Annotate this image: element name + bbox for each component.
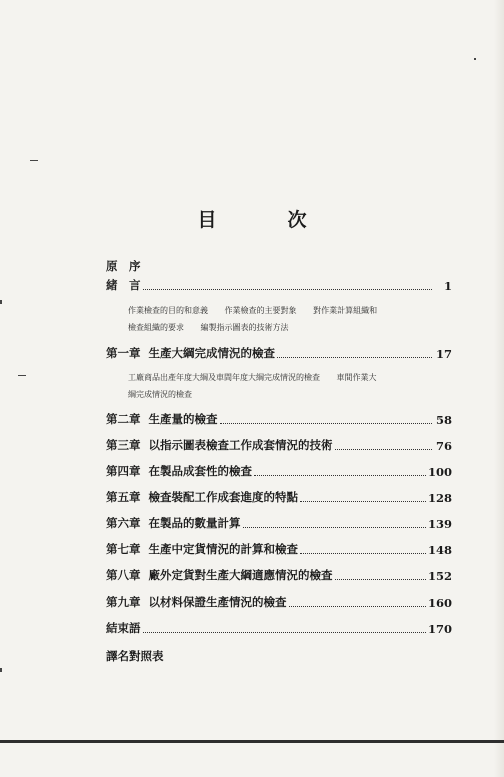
dot-leader [289,596,426,607]
dot-leader [143,279,433,290]
chapter-title: 廠外定貨對生產大綱適應情況的檢查 [148,568,333,582]
toc-entry-ch3[interactable] [106,437,452,453]
toc-entry-ch6[interactable] [106,515,452,531]
toc-subtopics [128,322,303,333]
toc-subtopics [128,305,391,316]
subtopic: 對作業計算組織和 [313,306,378,315]
subtopic: 綱完成情況的檢查 [128,390,192,399]
toc-entry-ch1[interactable] [106,345,452,361]
page-number: 128 [427,491,452,505]
subtopic: 編製指示圖表的技術方法 [200,323,289,332]
dot-leader [335,569,426,580]
scan-speck [0,668,2,672]
chapter-title: 檢查裝配工作成套進度的特點 [148,490,298,504]
page-number: 148 [427,543,452,557]
toc-subtopics [128,389,206,400]
toc-label: 結束語 [106,621,141,635]
page-number: 76 [435,439,452,453]
scan-speck [30,160,38,161]
subtopic: 車間作業大 [336,373,377,382]
toc-entry-intro[interactable] [106,277,452,293]
chapter-number: 第一章 [106,346,141,360]
subtopic: 作業檢查的主要對象 [224,306,297,315]
scan-speck [18,375,26,376]
toc-entry-preface[interactable] [106,258,452,274]
page-bottom-edge [0,740,504,743]
chapter-number: 第七章 [106,542,141,556]
toc-entry-ch4[interactable] [106,463,452,479]
chapter-title: 以指示圖表檢查工作成套情況的技術 [148,438,333,452]
page-number: 58 [435,413,452,427]
toc-subtopics [128,372,391,383]
chapter-title: 生產量的檢查 [148,412,218,426]
toc-label: 緒 言 [106,278,141,292]
dot-leader [254,465,426,476]
chapter-title: 生產中定貨情況的計算和檢查 [148,542,298,556]
page-edge-shadow [494,0,504,777]
subtopic: 工廠商品出產年度大綱及車間年度大綱完成情況的檢查 [128,373,320,382]
chapter-number: 第九章 [106,595,141,609]
page-number: 170 [427,622,452,636]
toc-entry-glossary[interactable] [106,648,452,664]
scan-speck [0,300,2,304]
dot-leader [335,439,433,450]
chapter-title: 在製品成套性的檢查 [148,464,252,478]
chapter-number: 第三章 [106,438,141,452]
toc-entry-conclusion[interactable] [106,620,452,636]
chapter-number: 第八章 [106,568,141,582]
subtopic: 作業檢查的目的和意義 [128,306,208,315]
dot-leader [300,491,426,502]
chapter-title: 以材料保證生產情況的檢查 [148,595,287,609]
toc-label: 譯名對照表 [106,649,164,663]
chapter-number: 第五章 [106,490,141,504]
toc-entry-ch9[interactable] [106,594,452,610]
dot-leader [277,347,432,358]
page-title: 目 次 [197,209,333,231]
toc-label: 原 序 [106,259,141,273]
toc-entry-ch5[interactable] [106,489,452,505]
dot-leader [300,543,426,554]
page-number: 17 [435,347,452,361]
subtopic: 檢查組織的要求 [128,323,184,332]
dot-leader [143,622,426,633]
dot-leader [220,413,433,424]
chapter-number: 第二章 [106,412,141,426]
chapter-number: 第六章 [106,516,141,530]
page-number: 1 [443,279,452,293]
dot-leader [243,517,426,528]
page-number: 152 [427,569,452,583]
page-number: 139 [427,517,452,531]
scan-speck [474,58,476,60]
chapter-title: 在製品的數量計算 [148,516,241,530]
toc-entry-ch8[interactable] [106,567,452,583]
toc-entry-ch7[interactable] [106,541,452,557]
page-number: 100 [427,465,452,479]
page-number: 160 [427,596,452,610]
chapter-number: 第四章 [106,464,141,478]
toc-entry-ch2[interactable] [106,411,452,427]
chapter-title: 生產大綱完成情況的檢查 [148,346,275,360]
